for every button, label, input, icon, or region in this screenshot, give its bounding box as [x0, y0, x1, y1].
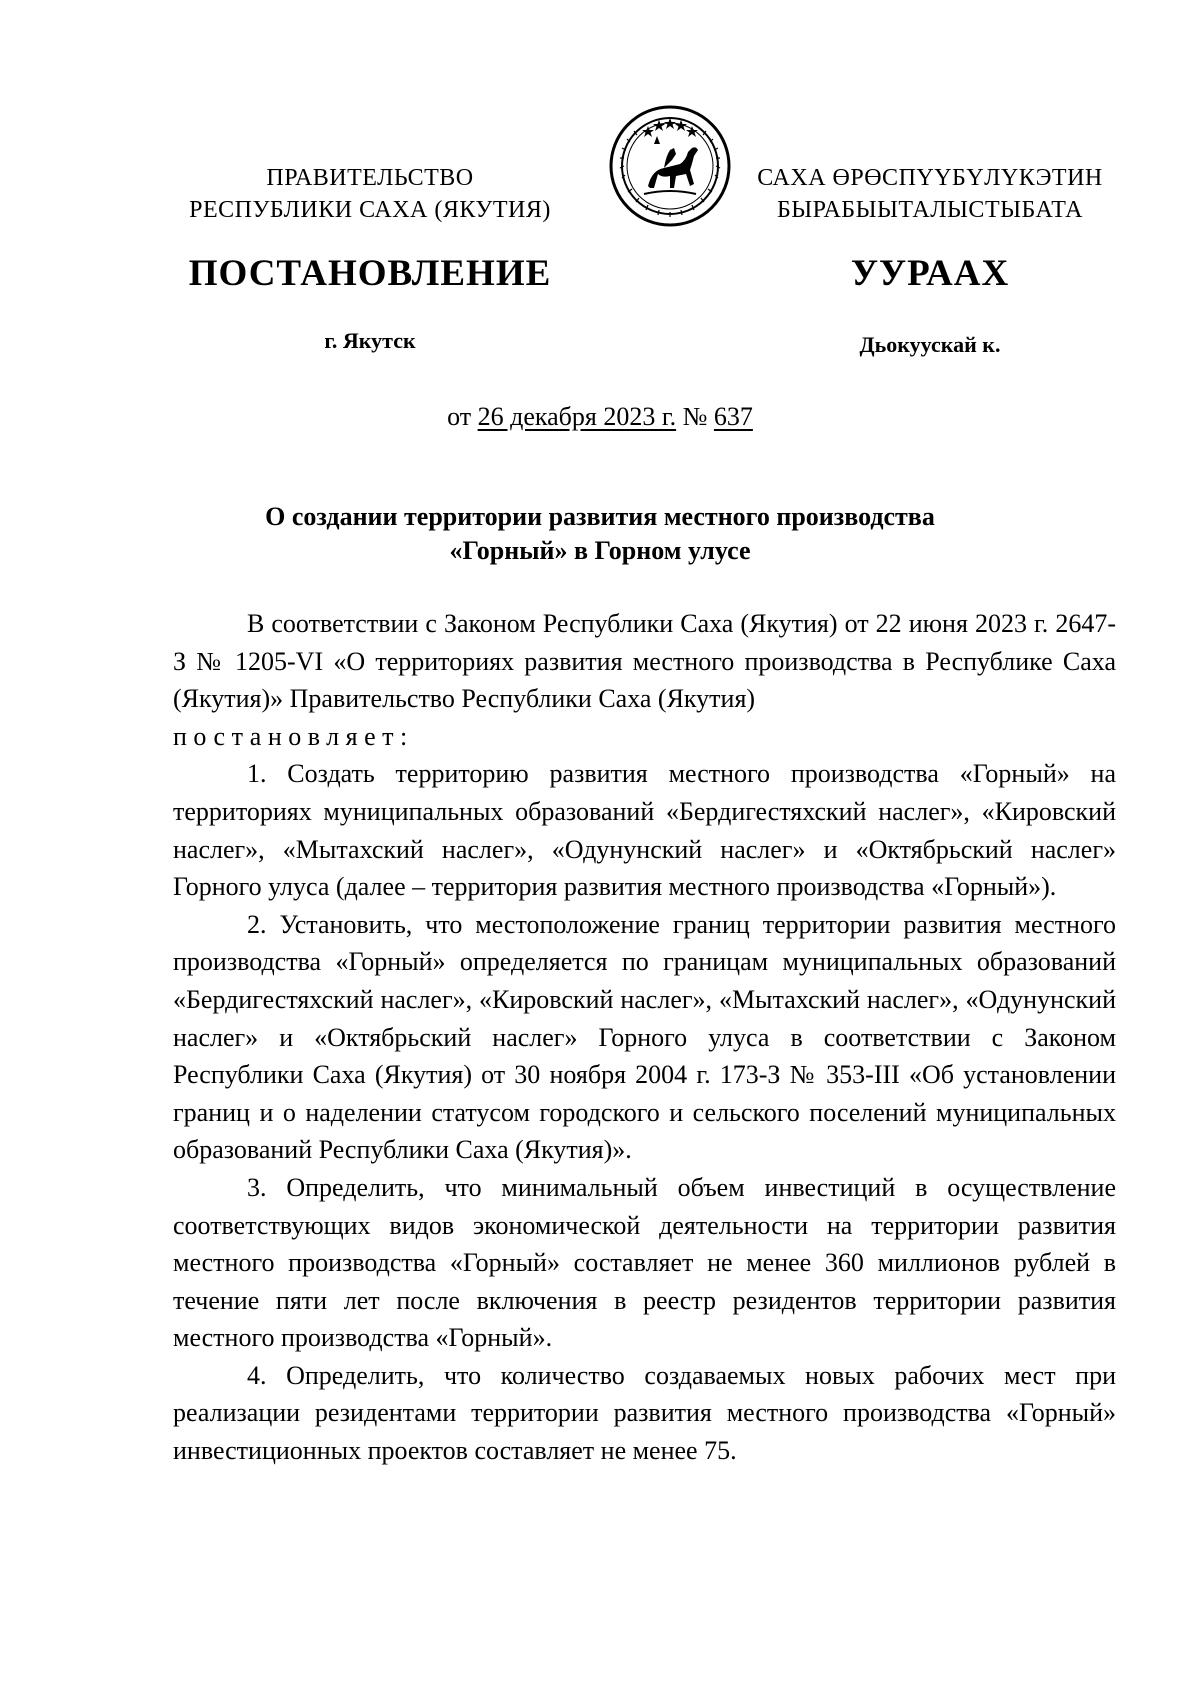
intro-text: В соответствии с Законом Республики Саха (Якутия) от 22 июня 2023 г. 2647-З № 1205-VI «О территориях развития местного производства в Республике Саха (Якутия)» Правительство Республики Саха (Якутия): [173, 609, 1116, 714]
document-title-line2: «Горный» в Горном улусе: [449, 536, 751, 565]
government-name-ru: [170, 162, 570, 226]
document-date: 26 декабря 2023 г.: [477, 402, 677, 431]
document-number: 637: [713, 402, 753, 431]
date-number-line: [0, 402, 1200, 432]
clause-2: 2. Установить, что местоположение границ территории развития местного производства «Горный» определяется по границам муниципальных образований «Бердигестяхский наслег», «Кировский наслег», «Мытахский наслег», «Одунунский наслег» и «Октябрьский наслег» Горного улуса в соответствии с Законом Республики Саха (Якутия) от 30 ноября 2004 г. 173-З № 353-III «Об установлении границ и о наделении статусом городского и сельского поселений муниципальных образований Республики Саха (Якутия)».: [173, 909, 1116, 1165]
doc-type-ru: ПОСТАНОВЛЕНИЕ: [188, 253, 552, 294]
doc-type-sah: УУРААХ: [850, 253, 1010, 294]
resolves-text: постановляет:: [173, 721, 414, 751]
document-title: [150, 500, 1050, 568]
intro-paragraph: [173, 605, 1116, 755]
government-name-sah-line2: БЫРАБЫЫТАЛЫСТЫБАТА: [776, 197, 1084, 223]
clause-4: 4. Определить, что количество создаваемых новых рабочих мест при реализации резидентами территории развития местного производства «Горный» инвестиционных проектов составляет не менее 75.: [173, 1360, 1116, 1466]
government-name-ru-line2: РЕСПУБЛИКИ САХА (ЯКУТИЯ): [189, 197, 551, 223]
clause-3: 3. Определить, что минимальный объем инвестиций в осуществление соответствующих видов экономической деятельности на территории развития местного производства «Горный» составляет не менее 360 миллионов рублей в течение пяти лет после включения в реестр резидентов территории развития местного производства «Горный».: [173, 1172, 1116, 1353]
date-prefix: от: [447, 402, 472, 431]
coat-of-arms-icon: [608, 104, 732, 228]
government-name-ru-line1: ПРАВИТЕЛЬСТВО: [266, 165, 474, 191]
government-name-sah-line1: САХА ӨРӨСПҮҮБҮЛҮКЭТИН: [757, 165, 1103, 191]
city-ru: г. Якутск: [324, 328, 416, 353]
government-name-sah: [730, 162, 1130, 226]
clause-1: 1. Создать территорию развития местного производства «Горный» на территориях муниципальных образований «Бердигестяхский наслег», «Кировский наслег», «Мытахский наслег», «Одунунский наслег» и «Октябрьский наслег» Горного улуса (далее – территория развития местного производства «Горный»).: [173, 759, 1116, 902]
city-sah: Дьокуускай к.: [859, 332, 1001, 357]
document-body: [173, 605, 1116, 1470]
number-sign: №: [682, 402, 708, 431]
document-title-line1: О создании территории развития местного производства: [265, 502, 935, 531]
